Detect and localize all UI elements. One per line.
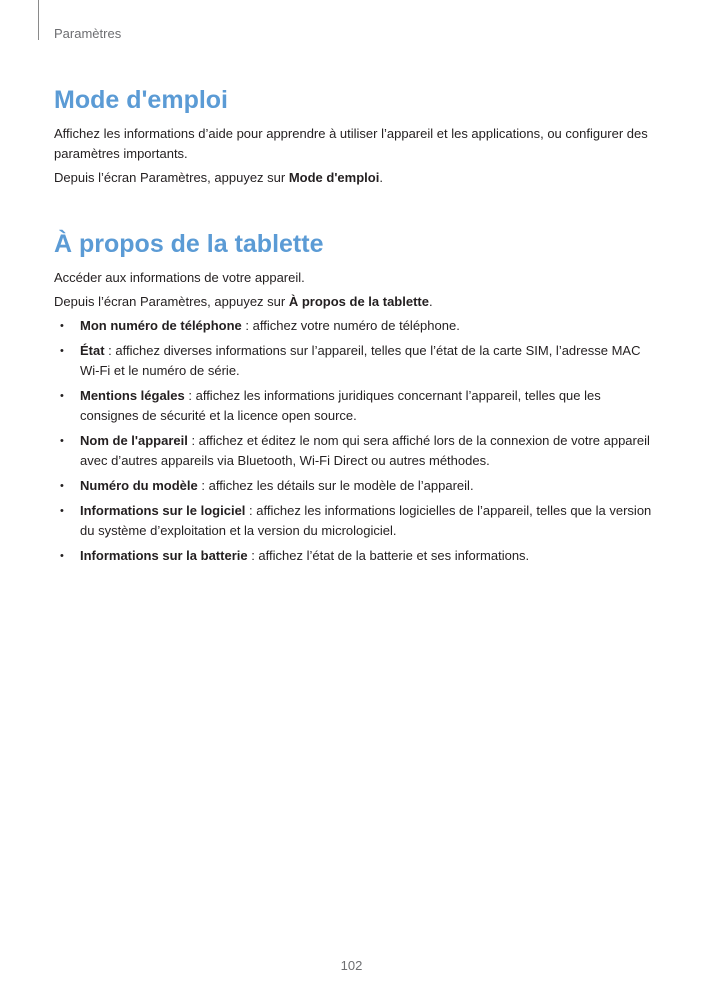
list-item-text: : affichez diverses informations sur l’appareil, telles que l’état de la carte SIM, l’adresse MAC Wi-Fi et le numéro de série. xyxy=(80,343,641,378)
list-item-term: Informations sur le logiciel xyxy=(80,503,246,518)
list-item-text: : affichez et éditez le nom qui sera affiché lors de la connexion de votre appareil avec d’autres appareils via Bluetooth, Wi-Fi Direct ou autres méthodes. xyxy=(80,433,650,468)
list-item-term: État xyxy=(80,343,105,358)
section-a-propos xyxy=(54,224,654,566)
bullet-icon: • xyxy=(60,390,64,402)
list-item-term: Nom de l'appareil xyxy=(80,433,188,448)
feature-list xyxy=(54,316,654,566)
section-instruction xyxy=(54,168,654,188)
list-item xyxy=(54,546,654,566)
list-item xyxy=(54,476,654,496)
header-rule xyxy=(38,0,39,40)
instruction-suffix: . xyxy=(428,294,433,309)
bullet-icon: • xyxy=(60,505,64,517)
list-item-text: : affichez votre numéro de téléphone. xyxy=(241,318,460,333)
list-item-text: : affichez l’état de la batterie et ses informations. xyxy=(247,548,530,563)
instruction-prefix: Depuis l’écran Paramètres, appuyez sur xyxy=(54,294,289,309)
list-item-term: Mon numéro de téléphone xyxy=(80,318,242,333)
list-item-text: : affichez les informations juridiques concernant l’appareil, telles que les consignes de sécurité et la licence open source. xyxy=(80,388,601,423)
page-number: 102 xyxy=(340,958,363,973)
instruction-menu-item: Mode d'emploi xyxy=(288,170,380,185)
section-title: Mode d'emploi xyxy=(54,86,228,114)
list-item xyxy=(54,386,654,426)
instruction-menu-item: À propos de la tablette xyxy=(288,294,429,309)
bullet-icon: • xyxy=(60,320,64,332)
section-description: Affichez les informations d’aide pour apprendre à utiliser l’appareil et les applications, ou configurer des paramètres importants. xyxy=(54,126,648,161)
list-item-term: Mentions légales xyxy=(80,388,185,403)
bullet-icon: • xyxy=(60,550,64,562)
running-head: Paramètres xyxy=(54,26,122,41)
section-title: À propos de la tablette xyxy=(54,230,324,258)
instruction-prefix: Depuis l’écran Paramètres, appuyez sur xyxy=(54,170,289,185)
list-item-text: : affichez les détails sur le modèle de l’appareil. xyxy=(197,478,474,493)
section-description: Accéder aux informations de votre appareil. xyxy=(54,270,305,285)
list-item xyxy=(54,501,654,541)
section-mode-emploi xyxy=(54,80,654,188)
page-content xyxy=(54,80,654,571)
instruction-suffix: . xyxy=(379,170,383,185)
bullet-icon: • xyxy=(60,435,64,447)
bullet-icon: • xyxy=(60,345,64,357)
list-item-term: Numéro du modèle xyxy=(80,478,198,493)
list-item xyxy=(54,431,654,471)
section-instruction xyxy=(54,292,654,312)
list-item xyxy=(54,316,654,336)
list-item-text: : affichez les informations logicielles de l’appareil, telles que la version du système d’exploitation et la version du micrologiciel. xyxy=(80,503,652,538)
list-item xyxy=(54,341,654,381)
bullet-icon: • xyxy=(60,480,64,492)
list-item-term: Informations sur la batterie xyxy=(80,548,248,563)
